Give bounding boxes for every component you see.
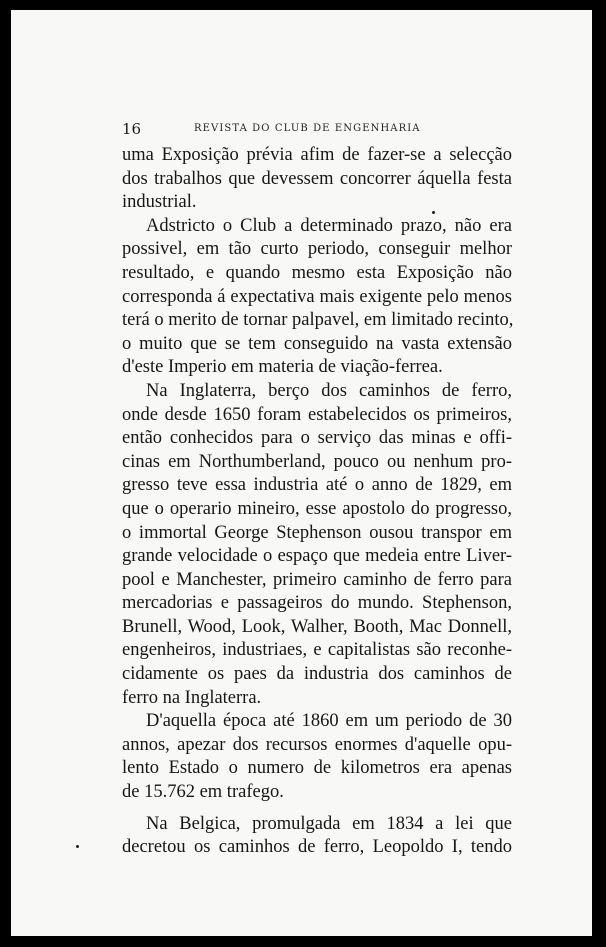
paragraph bbox=[122, 215, 512, 380]
text-line: decretou os caminhos de ferro, Leopoldo I, tendo bbox=[122, 837, 512, 858]
text-line: d'este Imperio em materia de viação-ferrea. bbox=[122, 357, 443, 378]
text-line: de 15.762 em trafego. bbox=[122, 782, 284, 803]
text-line: Na Belgica, promulgada em 1834 a lei que bbox=[146, 813, 512, 834]
text-line: ferro na Inglaterra. bbox=[122, 687, 262, 708]
text-line: D'aquella época até 1860 em um periodo de 30 bbox=[146, 711, 512, 732]
text-line: o immortal George Stephenson ousou transpor em bbox=[122, 522, 512, 543]
text-line: resultado, e quando mesmo esta Exposição não bbox=[122, 262, 512, 283]
text-line: o muito que se tem conseguido na vasta extensão bbox=[122, 333, 512, 354]
text-line: onde desde 1650 foram estabelecidos os primeiros, bbox=[122, 404, 512, 425]
paragraph bbox=[122, 380, 512, 710]
paragraph bbox=[122, 710, 512, 804]
text-line: terá o merito de tornar palpavel, em limitado recinto, bbox=[122, 310, 514, 331]
text-line: annos, apezar dos recursos enormes d'aquelle opu- bbox=[122, 734, 512, 755]
paragraph bbox=[122, 144, 512, 215]
book-page bbox=[11, 10, 592, 936]
text-line: grande velocidade o espaço que medeia entre Liver- bbox=[122, 546, 512, 567]
text-line: uma Exposição prévia afim de fazer-se a selecção bbox=[122, 145, 512, 165]
text-line: cidamente os paes da industria dos caminhos de bbox=[122, 664, 512, 685]
text-line: cinas em Northumberland, pouco ou nenhum pro- bbox=[122, 451, 512, 472]
paragraph bbox=[122, 813, 512, 860]
text-line: que o operario mineiro, esse apostolo do progresso, bbox=[122, 498, 512, 519]
text-line: gresso teve essa industria até o anno de 1829, em bbox=[122, 475, 512, 496]
text-line: industrial. bbox=[122, 192, 197, 213]
text-line: então conhecidos para o serviço das minas e offi- bbox=[122, 428, 512, 449]
text-line: lento Estado o numero de kilometros era apenas bbox=[122, 758, 512, 779]
text-line: corresponda á expectativa mais exigente pelo menos bbox=[122, 286, 512, 307]
page-header bbox=[122, 120, 512, 140]
page-number: 16 bbox=[122, 120, 142, 138]
ink-speck bbox=[432, 211, 435, 214]
text-line: possivel, em tão curto periodo, conseguir melhor bbox=[122, 239, 512, 260]
text-line: engenheiros, industriaes, e capitalistas são reconhe- bbox=[122, 640, 512, 661]
running-title: REVISTA DO CLUB DE ENGENHARIA bbox=[194, 123, 421, 134]
text-line: Brunell, Wood, Look, Walher, Booth, Mac Donnell, bbox=[122, 616, 512, 637]
text-line: Adstricto o Club a determinado prazo, não era bbox=[146, 215, 512, 236]
ink-speck bbox=[76, 845, 79, 848]
text-line: Na Inglaterra, berço dos caminhos de ferro, bbox=[146, 380, 512, 401]
body-text bbox=[122, 144, 512, 860]
text-line: dos trabalhos que devessem concorrer áquella festa bbox=[122, 168, 512, 189]
text-line: mercadorias e passageiros do mundo. Stephenson, bbox=[122, 593, 512, 614]
text-line: pool e Manchester, primeiro caminho de ferro para bbox=[122, 569, 512, 590]
